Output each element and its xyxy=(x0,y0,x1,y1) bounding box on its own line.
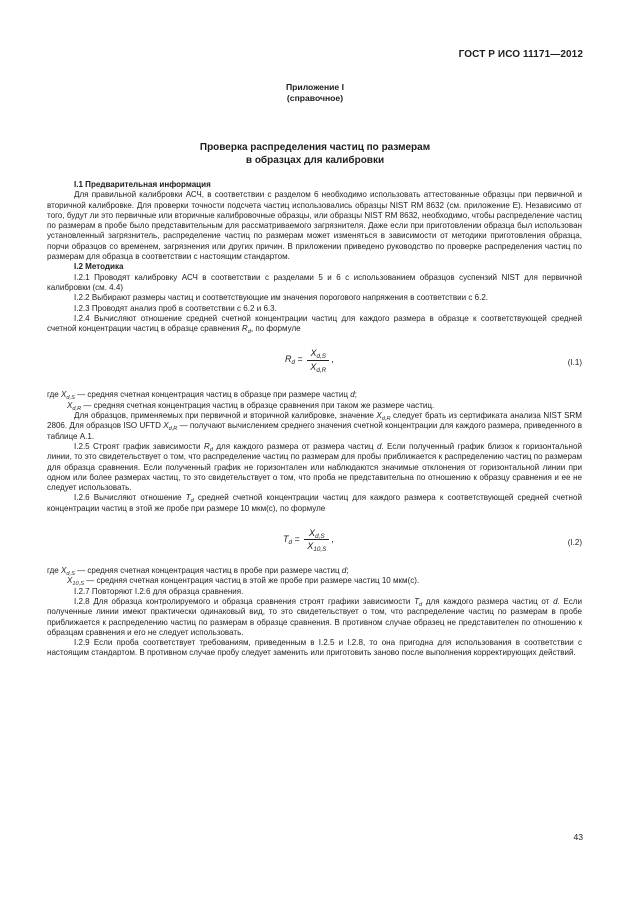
annex-label xyxy=(0,82,630,104)
where-i1-b: $X_{d,R}$ — средняя счетная концентрация частиц в образце сравнения при таком же размере частиц. xyxy=(67,400,435,412)
formula-i1-fraction: $\frac{X_{d,S}}{X_{d,R}}$ xyxy=(307,348,329,372)
page-title xyxy=(0,141,630,167)
title-line-1: Проверка распределения частиц по размерам xyxy=(199,142,431,153)
clause-i24: I.2.4 Вычисляют отношение средней счетной концентрации частиц для каждого размера в образце к соответствующей средней счетной концентрации частиц в образце сравнения $R_d$, по формуле xyxy=(47,313,582,336)
annex-type: (справочное) xyxy=(286,93,344,103)
section-i1-paragraph: Для правильной калибровки АСЧ, в соответствии с разделом 6 необходимо использовать аттестованные образцы при первичной и вторичной калибровке. Для проверки точности подсчета частиц использовались образцы NIST RM 8632 (см. приложение Е). Независимо от того, будут ли это первичные или вторичные калибровочные образцы, или образцы NIST RM 8632, необходимо, чтобы распределение частиц по размерам в пробе было представительным для рассматриваемого загрязнителя. Даже если при приготовлении образца был использован установленный загрязнитель, распределение частиц по размерам может изменяться в зависимости от методики приготовления образца, порчи образцов со временем, загрязнения или других причин. В приложении приведено руководство по проверке распределения частиц по размерам для образца в соответствии с настоящим стандартом. xyxy=(47,190,582,262)
annex-title: Приложение I xyxy=(286,82,344,92)
paragraph-samples: Для образцов, применяемых при первичной и вторичной калибровке, значение $X_{d,R}$ следует брать из сертификата анализа NIST SRM 2806. Для образцов ISO UFTD $X_{d,R}$ — получают вычислением среднего значения счетной концентрации для каждого размера, приведенного в таблице А.1. xyxy=(47,411,582,441)
formula-i2-number: (I.2) xyxy=(567,538,582,548)
clause-i28: I.2.8 Для образца контролируемого и образца сравнения строят графики зависимости $T_d$ для каждого размера частиц от d. Если полученные линии имеют практически одинаковый вид, то это свидетельствует о том, что распределение частиц по размерам в пробе приближается к распределению частиц по размерам в образце сравнения. В противном случае образец не представителен по отношению к образцам сравнения и его не следует использовать. xyxy=(47,596,582,637)
formula-i2-expression: $T_d$ = $\frac{X_{d,S}}{X_{10,S}}$ , xyxy=(283,528,334,554)
section-i2-heading: I.2 Методика xyxy=(74,262,124,272)
formula-i1-number: (I.1) xyxy=(567,358,582,368)
clause-i23: I.2.3 Проводят анализ проб в соответствии с 6.2 и 6.3. xyxy=(74,303,277,313)
formula-i1 xyxy=(47,334,582,390)
title-line-2: в образцах для калибровки xyxy=(245,155,385,166)
formula-i1-expression: $R_d$ = $\frac{X_{d,S}}{X_{d,R}}$ , xyxy=(285,348,334,374)
clause-i25: I.2.5 Строят график зависимости $R_d$ для каждого размера от размера частиц d. Если полученный график близок к горизонтальной линии, то это свидетельствует о том, что распределение частиц по размерам для пробы приближается к распределению частиц по размерам для образца сравнения. Если полученный график не горизонтален или наблюдаются значимые отклонения от горизонтальной линии при одном или более размерах частиц, то это свидетельствует о том, что проба не представительна по отношению к образцу сравнения и ее не следует использовать. xyxy=(47,441,582,493)
page-number: 43 xyxy=(573,832,583,842)
section-i1-heading: I.1 Предварительная информация xyxy=(74,180,211,189)
clause-i29: I.2.9 Если проба соответствует требованиям, приведенным в I.2.5 и I.2.8, то она пригодна для использования в соответствии с настоящим стандартом. В противном случае пробу следует заменить или приготовить заново после выполнения корректирующих действий. xyxy=(47,638,582,658)
clause-i26: I.2.6 Вычисляют отношение $T_d$ средней счетной концентрации частиц для каждого размера к соответствующей средней счетной концентрации частиц в этой же пробе при размере 10 мкм(с), по формуле xyxy=(47,493,582,513)
document-body xyxy=(47,180,582,659)
clause-i27: I.2.7 Повторяют I.2.6 для образца сравнения. xyxy=(74,586,244,596)
where-i1-a: где $X_{d,S}$ — средняя счетная концентрация частиц в образце при размере частиц d; xyxy=(47,390,357,402)
clause-i21: I.2.1 Проводят калибровку АСЧ в соответствии с разделами 5 и 6 с использованием образцов суспензий NIST для первичной калибровки (см. 4.4) xyxy=(47,272,582,292)
clause-i22: I.2.2 Выбирают размеры частиц и соответствующие им значения порогового напряжения в соответствии с 6.2. xyxy=(74,293,489,303)
formula-i2-fraction: $\frac{X_{d,S}}{X_{10,S}}$ xyxy=(304,528,329,552)
standard-header: ГОСТ Р ИСО 11171—2012 xyxy=(458,49,583,60)
where-i2-a: где $X_{d,S}$ — средняя счетная концентрация частиц в пробе при размере частиц d; xyxy=(47,566,349,578)
where-i2-b: $X_{10,S}$ — средняя счетная концентрация частиц в этой же пробе при размере частиц 10 мкм(с). xyxy=(67,576,420,588)
formula-i2 xyxy=(47,514,582,566)
